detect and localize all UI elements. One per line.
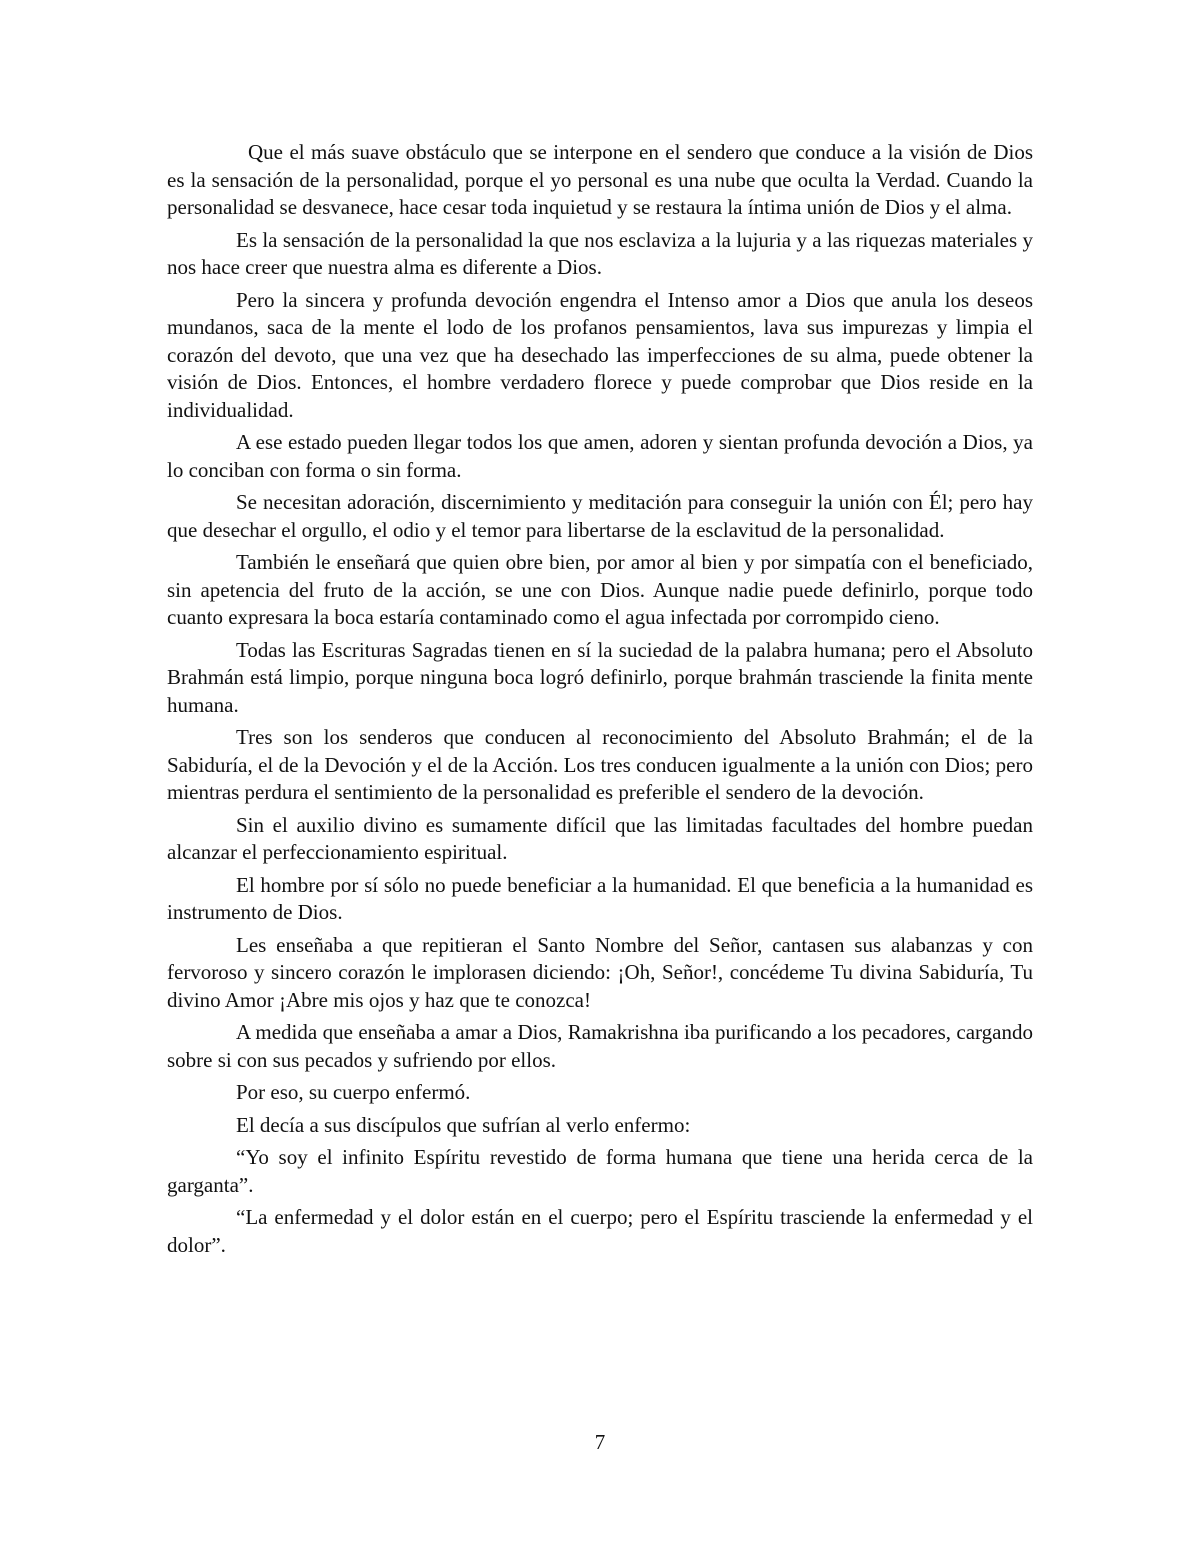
- paragraph-4: A ese estado pueden llegar todos los que amen, adoren y sientan profunda devoción a Dios, ya lo conciban con forma o sin forma.: [167, 430, 1033, 482]
- paragraph-14: El decía a sus discípulos que sufrían al verlo enfermo:: [236, 1112, 691, 1137]
- paragraph-6: También le enseñará que quien obre bien, por amor al bien y por simpatía con el beneficiado, sin apetencia del fruto de la acción, se une con Dios. Aunque nadie puede definirlo, porque todo cuanto expresara la boca estaría contaminado como el agua infectada por corrompido cieno.: [167, 550, 1033, 629]
- paragraph-13: Por eso, su cuerpo enfermó.: [236, 1080, 471, 1104]
- paragraph-9: Sin el auxilio divino es sumamente difícil que las limitadas facultades del hombre puedan alcanzar el perfeccionamiento espiritual.: [167, 812, 1033, 864]
- paragraph-7: Todas las Escrituras Sagradas tienen en sí la suciedad de la palabra humana; pero el Absoluto Brahmán está limpio, porque ninguna boca logró definirlo, porque brahmán trasciende la finita mente humana.: [167, 637, 1033, 717]
- paragraph-16: “La enfermedad y el dolor están en el cuerpo; pero el Espíritu trasciende la enfermedad y el dolor”.: [167, 1205, 1033, 1257]
- paragraph-3: Pero la sincera y profunda devoción engendra el Intenso amor a Dios que anula los deseos mundanos, saca de la mente el lodo de los profanos pensamientos, lava sus impurezas y limpia el corazón del devoto, que una vez que ha desechado las imperfecciones de su alma, puede obtener la visión de Dios. Entonces, el hombre verdadero florece y puede comprobar que Dios reside en la individualidad.: [167, 287, 1033, 422]
- paragraph-1: Que el más suave obstáculo que se interpone en el sendero que conduce a la visión de Dios es la sensación de la personalidad, porque el yo personal es una nube que oculta la Verdad. Cuando la personalidad se desvanece, hace cesar toda inquietud y se restaura la íntima unión de Dios y el alma.: [167, 140, 1033, 219]
- paragraph-12: A medida que enseñaba a amar a Dios, Ramakrishna iba purificando a los pecadores, cargando sobre si con sus pecados y sufriendo por ellos.: [167, 1020, 1033, 1072]
- body-text: [167, 139, 1033, 1264]
- paragraph-8: Tres son los senderos que conducen al reconocimiento del Absoluto Brahmán; el de la Sabiduría, el de la Devoción y el de la Acción. Los tres conducen igualmente a la unión con Dios; pero mientras perdura el sentimiento de la personalidad es preferible el sendero de la devoción.: [167, 725, 1033, 804]
- paragraph-10: El hombre por sí sólo no puede beneficiar a la humanidad. El que beneficia a la humanidad es instrumento de Dios.: [167, 872, 1033, 924]
- paragraph-2: Es la sensación de la personalidad la que nos esclaviza a la lujuria y a las riquezas materiales y nos hace creer que nuestra alma es diferente a Dios.: [167, 227, 1033, 279]
- paragraph-11: Les enseñaba a que repitieran el Santo Nombre del Señor, cantasen sus alabanzas y con fervoroso y sincero corazón le implorasen diciendo: ¡Oh, Señor!, concédeme Tu divina Sabiduría, Tu divino Amor ¡Abre mis ojos y haz que te conozca!: [167, 932, 1033, 1012]
- paragraph-5: Se necesitan adoración, discernimiento y meditación para conseguir la unión con Él; pero hay que desechar el orgullo, el odio y el temor para libertarse de la esclavitud de la personalidad.: [167, 490, 1033, 542]
- paragraph-15: “Yo soy el infinito Espíritu revestido de forma humana que tiene una herida cerca de la garganta”.: [167, 1145, 1033, 1197]
- page-number: 7: [594, 1430, 606, 1454]
